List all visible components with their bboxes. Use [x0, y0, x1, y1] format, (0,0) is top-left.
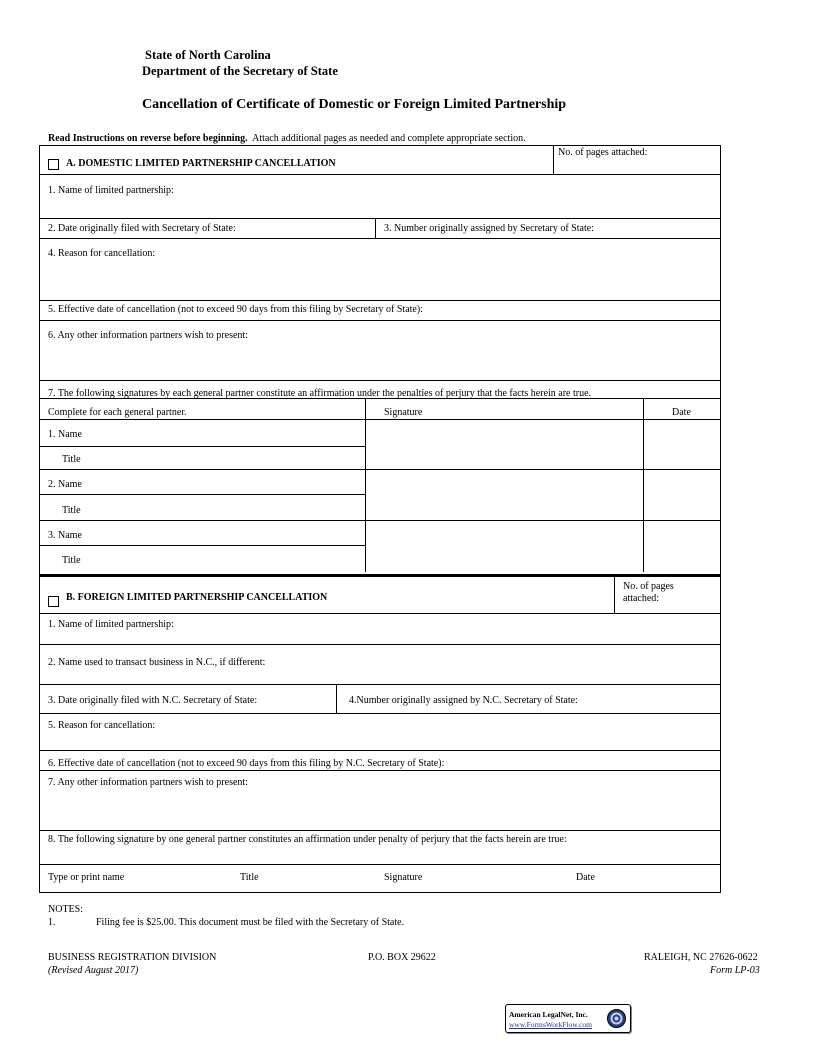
rule — [39, 684, 721, 685]
rule — [39, 320, 721, 321]
section-a-heading: A. DOMESTIC LIMITED PARTNERSHIP CANCELLATION — [66, 158, 336, 169]
rule — [39, 469, 721, 470]
section-b-pages-label-2: attached: — [623, 593, 660, 604]
rule — [39, 218, 721, 219]
rule — [614, 577, 615, 613]
a-date-filed-label: 2. Date originally filed with Secretary of State: — [48, 223, 236, 234]
domestic-checkbox[interactable] — [48, 159, 59, 170]
rule — [375, 218, 376, 238]
a-other-info-label: 6. Any other information partners wish to present: — [48, 330, 248, 341]
a-affirmation-text: 7. The following signatures by each general partner constitute an affirmation under the penalties of perjury that the facts herein are true. — [48, 388, 592, 399]
state-name: State of North Carolina — [145, 48, 271, 62]
b-affirmation-text: 8. The following signature by one general partner constitutes an affirmation under penalty of perjury that the facts herein are true: — [48, 834, 567, 845]
partner-3-title: Title — [62, 555, 81, 566]
page-title: Cancellation of Certificate of Domestic or Foreign Limited Partnership — [142, 97, 567, 112]
b-other-info-label: 7. Any other information partners wish to present: — [48, 777, 248, 788]
rule — [39, 380, 721, 381]
rule — [39, 419, 721, 420]
rule — [39, 520, 721, 521]
partner-2-name: 2. Name — [48, 479, 82, 490]
rule — [553, 145, 554, 174]
american-legalnet-logo[interactable] — [505, 1004, 631, 1033]
logo-url[interactable]: www.FormsWorkFlow.com — [509, 1020, 593, 1029]
b-signature-label: Signature — [384, 872, 423, 883]
partner-2-title: Title — [62, 505, 81, 516]
rule — [39, 892, 721, 893]
rule — [39, 300, 721, 301]
rule — [39, 770, 721, 771]
section-a-pages-label: No. of pages attached: — [558, 147, 648, 158]
footer-city: RALEIGH, NC 27626-0622 — [644, 952, 758, 963]
partner-3-name: 3. Name — [48, 530, 82, 541]
b-date-filed-label: 3. Date originally filed with N.C. Secretary of State: — [48, 695, 258, 706]
b-nc-name-label: 2. Name used to transact business in N.C., if different: — [48, 657, 266, 668]
section-b-pages-label: No. of pages — [623, 581, 674, 592]
logo-company: American LegalNet, Inc. — [509, 1010, 588, 1019]
b-type-name-label: Type or print name — [48, 872, 125, 883]
a-name-label: 1. Name of limited partnership: — [48, 185, 174, 196]
rule — [39, 613, 721, 614]
b-date-label: Date — [576, 872, 595, 883]
rule — [39, 644, 721, 645]
right-border — [720, 145, 721, 893]
footer-revised: (Revised August 2017) — [48, 965, 139, 976]
rule — [643, 398, 644, 572]
footer-pobox: P.O. BOX 29622 — [368, 952, 436, 963]
rule — [39, 446, 365, 447]
a-complete-label: Complete for each general partner. — [48, 407, 187, 418]
rule — [39, 145, 721, 146]
rule — [39, 174, 721, 175]
foreign-checkbox[interactable] — [48, 596, 59, 607]
a-signature-header: Signature — [384, 407, 423, 418]
rule — [39, 830, 721, 831]
a-date-header: Date — [672, 407, 691, 418]
globe-icon — [606, 1008, 627, 1029]
instructions-normal: Attach additional pages as needed and complete appropriate section. — [252, 133, 526, 144]
instructions-bold: Read Instructions on reverse before beginning. — [48, 133, 248, 144]
instructions — [48, 134, 526, 144]
notes-label: NOTES: — [48, 904, 83, 915]
b-name-label: 1. Name of limited partnership: — [48, 619, 174, 630]
rule — [39, 713, 721, 714]
b-number-label: 4.Number originally assigned by N.C. Secretary of State: — [349, 695, 578, 706]
a-number-label: 3. Number originally assigned by Secretary of State: — [384, 223, 594, 234]
note-text: Filing fee is $25.00. This document must be filed with the Secretary of State. — [96, 917, 405, 928]
section-divider — [39, 574, 721, 577]
note-number: 1. — [48, 917, 56, 928]
rule — [39, 864, 721, 865]
rule — [39, 750, 721, 751]
a-reason-label: 4. Reason for cancellation: — [48, 248, 156, 259]
footer-form-number: Form LP-03 — [710, 965, 760, 976]
b-title-label: Title — [240, 872, 259, 883]
footer-division: BUSINESS REGISTRATION DIVISION — [48, 952, 217, 963]
section-b-heading: B. FOREIGN LIMITED PARTNERSHIP CANCELLATION — [66, 592, 328, 603]
a-effective-date-label: 5. Effective date of cancellation (not to exceed 90 days from this filing by Secretary of State): — [48, 304, 423, 315]
rule — [336, 684, 337, 713]
rule — [39, 494, 365, 495]
b-reason-label: 5. Reason for cancellation: — [48, 720, 156, 731]
department-name: Department of the Secretary of State — [142, 64, 338, 78]
partner-1-title: Title — [62, 454, 81, 465]
rule — [39, 545, 365, 546]
rule — [39, 238, 721, 239]
left-border — [39, 145, 40, 893]
partner-1-name: 1. Name — [48, 429, 82, 440]
rule — [365, 398, 366, 572]
b-effective-date-label: 6. Effective date of cancellation (not to exceed 90 days from this filing by N.C. Secretary of State): — [48, 758, 445, 769]
